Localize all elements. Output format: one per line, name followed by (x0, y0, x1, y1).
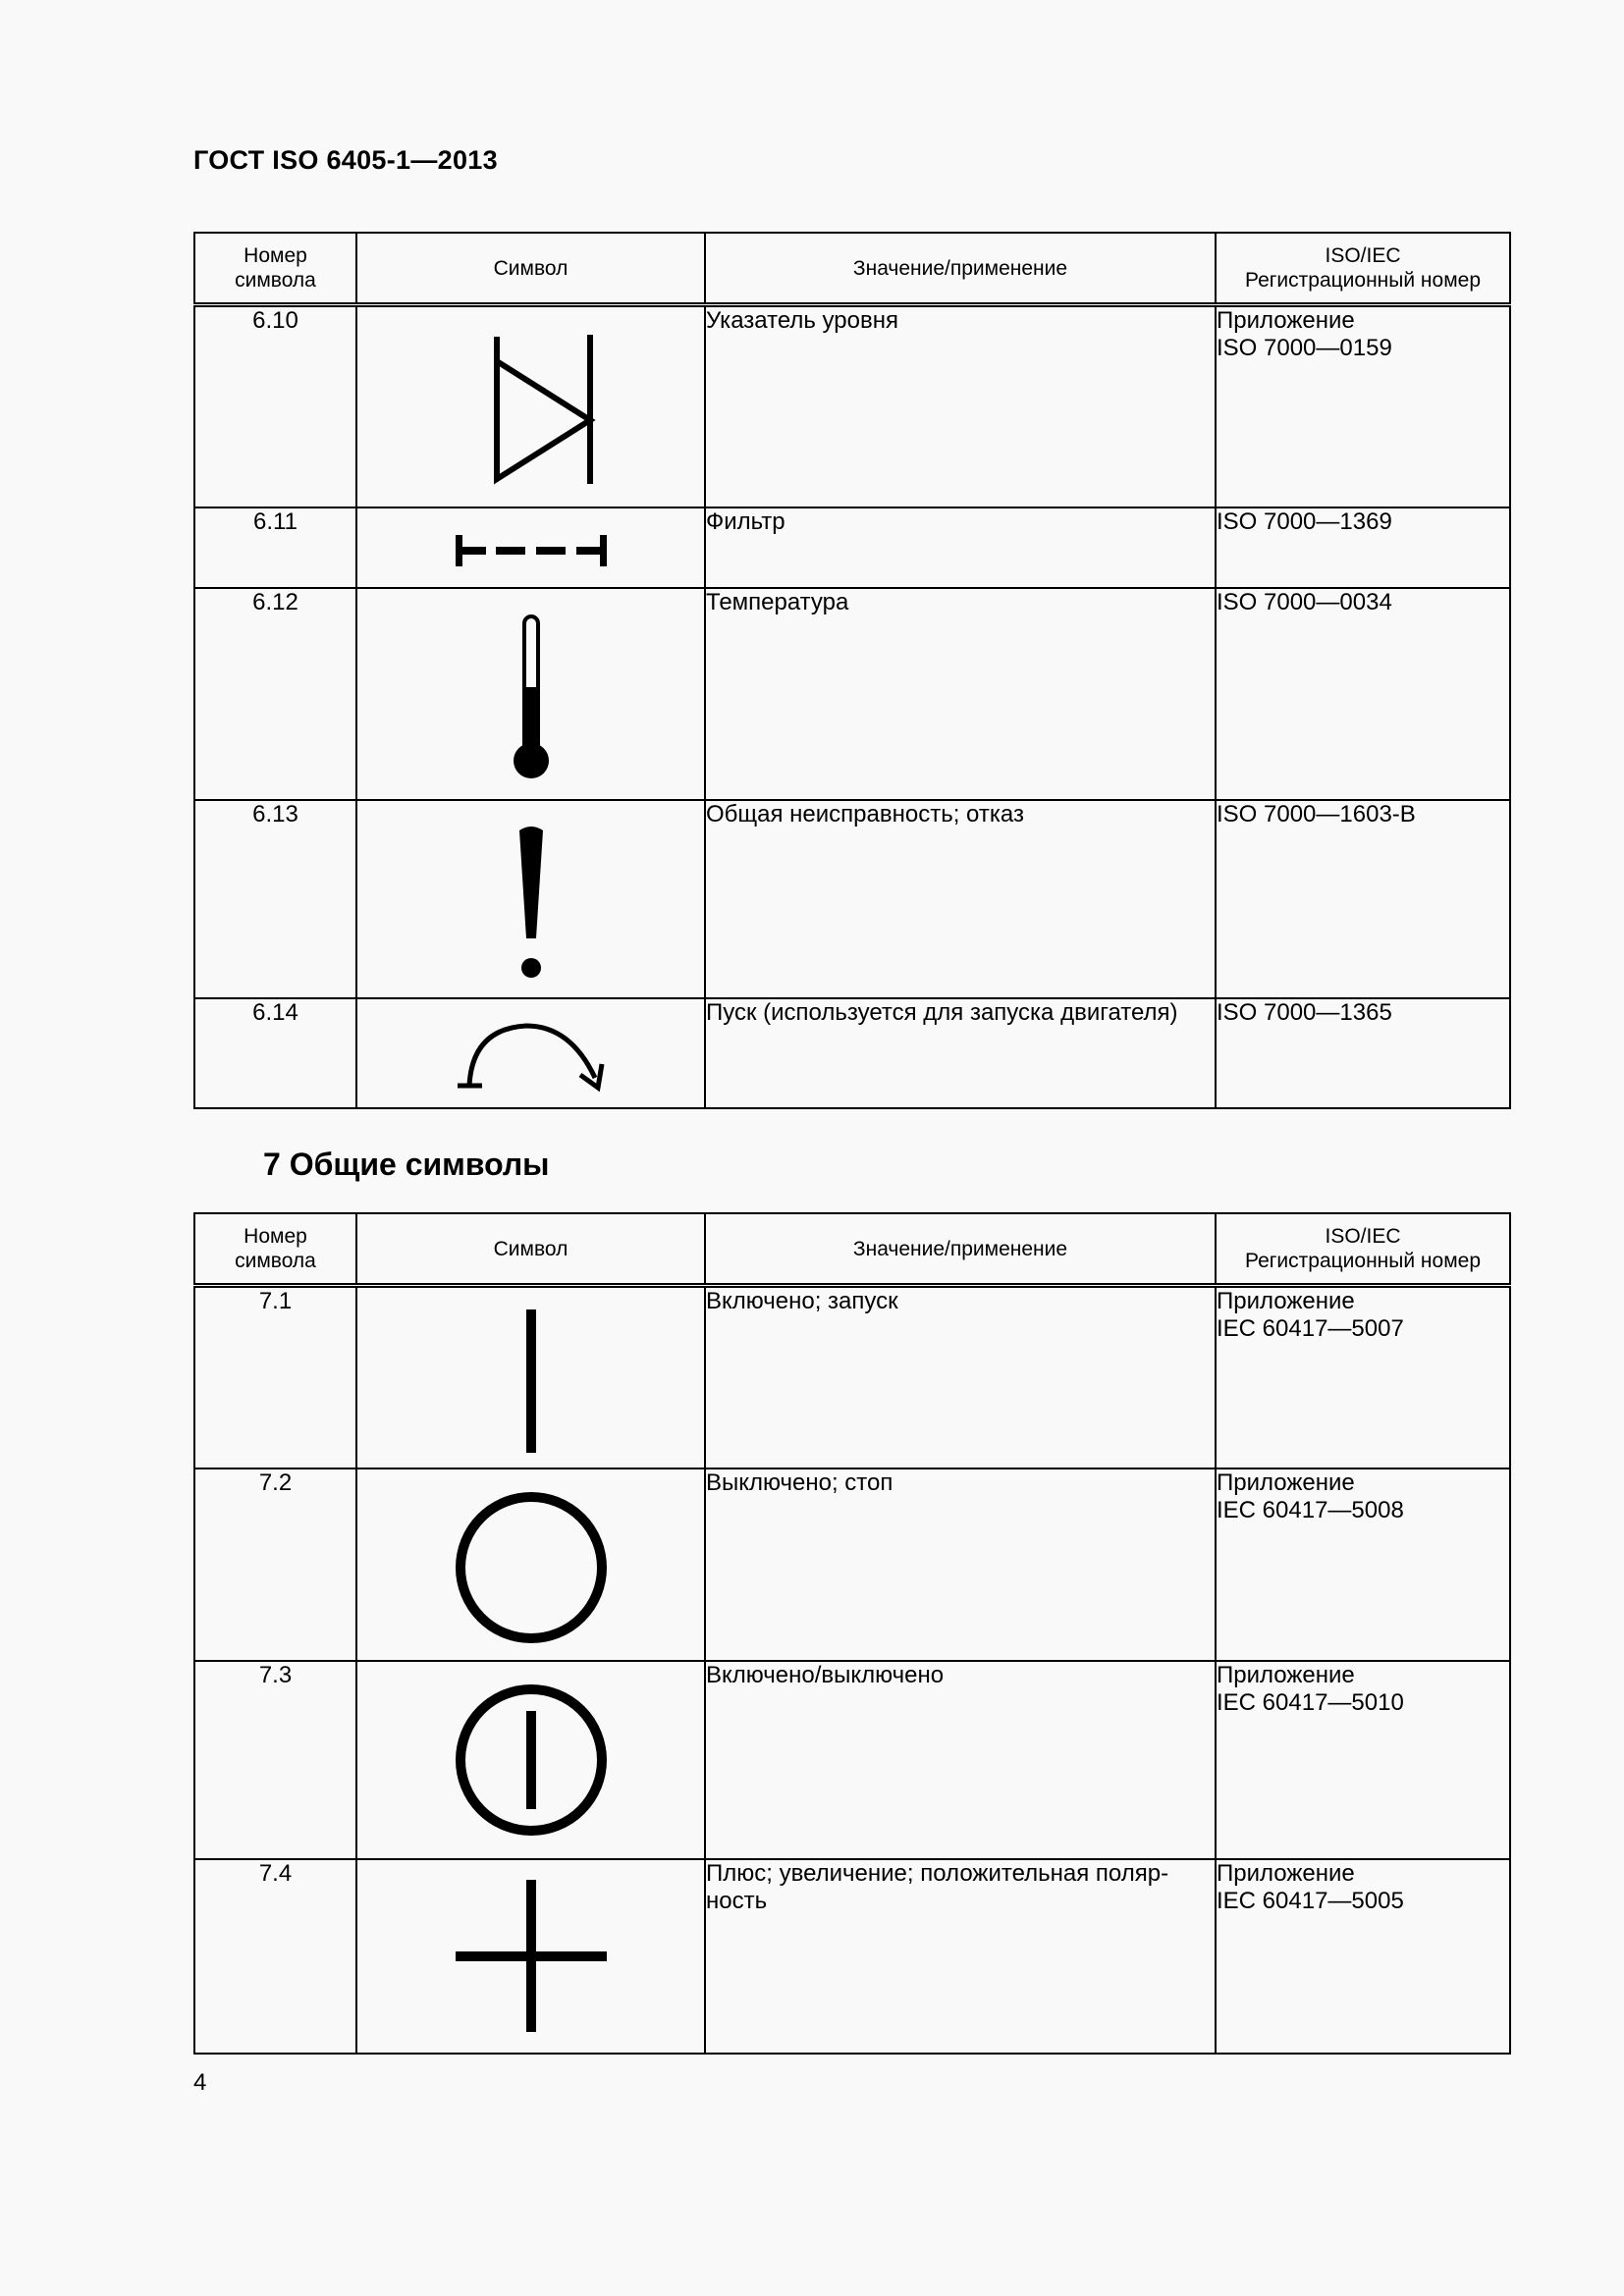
registration-number: Приложение IEC 60417—5005 (1216, 1859, 1510, 2054)
table-header-row (194, 233, 1510, 305)
power-on-icon (502, 1288, 561, 1465)
table-row (194, 507, 1510, 588)
symbol-meaning: Общая неисправность; отказ (705, 800, 1216, 998)
symbol-number: 6.13 (194, 800, 356, 998)
registration-number: Приложение IEC 60417—5008 (1216, 1468, 1510, 1661)
registration-number: ISO 7000—0034 (1216, 588, 1510, 800)
symbol-number: 7.2 (194, 1468, 356, 1661)
column-header-meaning: Значение/применение (705, 233, 1216, 305)
symbol-number: 6.14 (194, 998, 356, 1108)
column-header-registration: ISO/IEC Регистрационный номер (1216, 1213, 1510, 1286)
table-row (194, 305, 1510, 507)
table-row (194, 1286, 1510, 1468)
registration-number: Приложение IEC 60417—5007 (1216, 1286, 1510, 1468)
symbol-meaning: Плюс; увеличение; положительная поляр- ность (705, 1859, 1216, 2054)
symbol-meaning: Выключено; стоп (705, 1468, 1216, 1661)
table-row (194, 1468, 1510, 1661)
symbol-number: 7.4 (194, 1859, 356, 2054)
column-header-symbol: Символ (356, 233, 705, 305)
column-header-symbol: Символ (356, 1213, 705, 1286)
engine-start-icon (443, 999, 620, 1107)
symbol-meaning: Температура (705, 588, 1216, 800)
level-indicator-icon (462, 307, 600, 504)
registration-number: Приложение ISO 7000—0159 (1216, 305, 1510, 507)
symbol-number: 6.10 (194, 305, 356, 507)
column-header-number: Номер символа (194, 1213, 356, 1286)
column-header-registration: ISO/IEC Регистрационный номер (1216, 233, 1510, 305)
table-row (194, 1661, 1510, 1859)
plus-icon (443, 1860, 620, 2047)
registration-number: Приложение IEC 60417—5010 (1216, 1661, 1510, 1859)
table-row (194, 998, 1510, 1108)
symbol-number: 7.1 (194, 1286, 356, 1468)
table-row (194, 800, 1510, 998)
page-number: 4 (193, 2069, 207, 2096)
column-header-meaning: Значение/применение (705, 1213, 1216, 1286)
document-header: ГОСТ ISO 6405-1—2013 (193, 145, 498, 175)
symbol-number: 7.3 (194, 1661, 356, 1859)
table-header-row (194, 1213, 1510, 1286)
registration-number: ISO 7000—1369 (1216, 507, 1510, 588)
exclamation-icon (492, 801, 570, 997)
symbol-number: 6.12 (194, 588, 356, 800)
power-off-icon (443, 1469, 620, 1656)
symbol-meaning: Включено/выключено (705, 1661, 1216, 1859)
table-row (194, 588, 1510, 800)
table-row (194, 1859, 1510, 2054)
symbol-meaning: Указатель уровня (705, 305, 1216, 507)
registration-number: ISO 7000—1365 (1216, 998, 1510, 1108)
column-header-number: Номер символа (194, 233, 356, 305)
symbols-table-7 (193, 1212, 1511, 2055)
symbol-meaning: Фильтр (705, 507, 1216, 588)
power-on-off-icon (443, 1662, 620, 1853)
symbols-table-6 (193, 232, 1511, 1109)
symbol-number: 6.11 (194, 507, 356, 588)
symbol-meaning: Пуск (используется для запуска двигателя) (705, 998, 1216, 1108)
registration-number: ISO 7000—1603-B (1216, 800, 1510, 998)
symbol-meaning: Включено; запуск (705, 1286, 1216, 1468)
thermometer-icon (492, 589, 570, 795)
section-title: 7 Общие символы (263, 1147, 550, 1182)
filter-icon (443, 508, 620, 587)
